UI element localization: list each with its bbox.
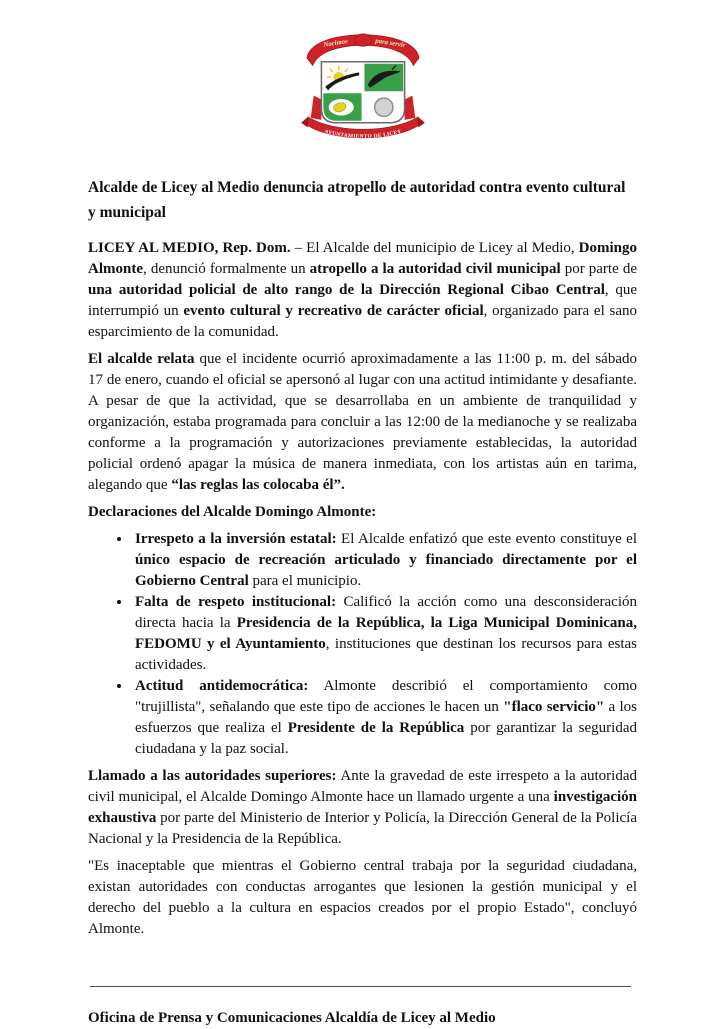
closing-quote-paragraph: "Es inaceptable que mientras el Gobierno central trabaja por la seguridad ciudadana, existan autoridades con conductas arrogantes que lesionen la gestión municipal y el derecho del pueblo a la cultura en espacios creados por el propio Estado", concluyó Almonte. xyxy=(88,858,637,937)
ribbon-motto-right: para servir xyxy=(374,37,406,50)
list-item-actitud: • Actitud antidemocrática: Almonte describió el comportamiento como "trujillista", señalando que este tipo de acciones le hacen un "flaco servicio" a los esfuerzos que realiza el Presidente de la República por garantizar la seguridad ciudadana y la paz social. xyxy=(132,676,637,760)
banner-label: AYUNTAMIENTO DE LICEY xyxy=(323,128,402,140)
logo-row xyxy=(88,26,637,149)
declarations-heading: Declaraciones del Alcalde Domingo Almonte: xyxy=(88,504,377,520)
footer-divider xyxy=(90,986,631,987)
ayuntamiento-crest-logo xyxy=(300,26,426,144)
incident-paragraph: El alcalde relata que el incidente ocurrió aproximadamente a las 11:00 p. m. del sábado 17 de enero, cuando el oficial se apersonó al lugar con una actitud intimidante y desafiante. A pesar de que la actividad, que se desarrollaba en un ambiente de tranquilidad y organización, estaba programada para concluir a las 12:00 de la medianoche y se realizaba conforme a la programación y autorizaciones previamente establecidas, la autoridad policial ordenó apagar la música de manera inmediata, con los artistas aún en tarima, alegando que “las reglas las colocaba él”. xyxy=(88,351,638,493)
intro-paragraph: LICEY AL MEDIO, Rep. Dom. – El Alcalde del municipio de Licey al Medio, Domingo Almonte, denunció formalmente un atropello a la autoridad civil municipal por parte de una autoridad policial de alto rango de la Dirección Regional Cibao Central, que interrumpió un evento cultural y recreativo de carácter oficial, organizado para el sano esparcimiento de la comunidad. xyxy=(88,240,638,340)
footer-office-line: Oficina de Prensa y Comunicaciones Alcaldía de Licey al Medio xyxy=(88,1010,496,1026)
list-item-irrespeto: • Irrespeto a la inversión estatal: El Alcalde enfatizó que este evento constituye el único espacio de recreación articulado y financiado directamente por el Gobierno Central para el municipio. xyxy=(132,529,637,592)
crest-top-ribbon-icon xyxy=(306,34,418,66)
declarations-list xyxy=(88,529,637,760)
document-title: Alcalde de Licey al Medio denuncia atropello de autoridad contra evento cultural y municipal xyxy=(88,179,626,221)
crest-shield xyxy=(321,62,404,123)
list-item-falta-respeto: • Falta de respeto institucional: Calificó la acción como una desconsideración directa hacia la Presidencia de la República, la Liga Municipal Dominicana, FEDOMU y el Ayuntamiento, instituciones que destinan los recursos para estas actividades. xyxy=(132,592,637,676)
call-to-authorities-paragraph: Llamado a las autoridades superiores: Ante la gravedad de este irrespeto a la autoridad civil municipal, el Alcalde Domingo Almonte hace un llamado urgente a una investigación exhaustiva por parte del Ministerio de Interior y Policía, la Dirección General de la Policía Nacional y la Presidencia de la República. xyxy=(88,768,637,847)
casabe-disc-icon xyxy=(374,98,392,116)
ribbon-tail-right xyxy=(404,96,415,120)
ribbon-motto-left: Nacimos xyxy=(322,38,348,49)
ribbon-tail-left xyxy=(310,96,321,120)
